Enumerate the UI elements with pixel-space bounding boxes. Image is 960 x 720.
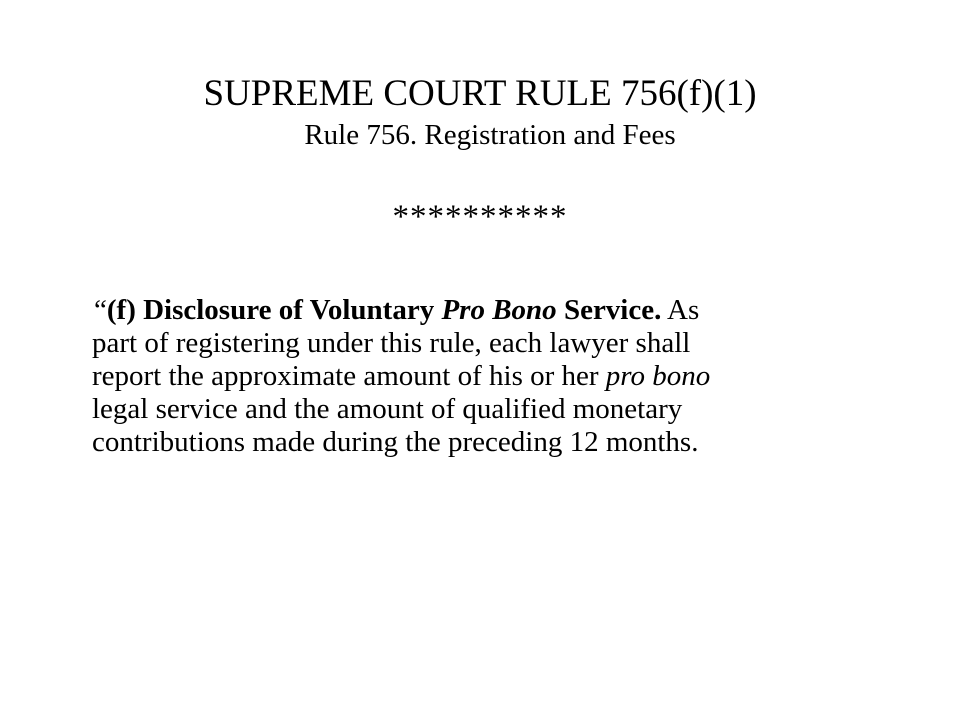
rule-text-line-1 [92,294,912,327]
rule-heading-italic: Pro Bono [441,294,557,326]
rule-text-line-3 [92,360,912,393]
rule-heading-prefix: (f) Disclosure of Voluntary [106,294,442,326]
rule-text-line-2: part of registering under this rule, each lawyer shall [92,327,691,359]
rule-line-1-rest: As [661,294,700,326]
rule-text-line-4: legal service and the amount of qualified monetary [92,393,683,425]
rule-text [92,294,912,459]
rule-line-3-italic: pro bono [605,360,711,392]
rule-text-line-5: contributions made during the preceding 12 months. [92,426,699,458]
open-quote: “ [94,294,107,326]
slide-title: SUPREME COURT RULE 756(f)(1) [203,73,757,114]
slide-subtitle: Rule 756. Registration and Fees [304,119,676,151]
rule-line-3-text: report the approximate amount of his or her [92,360,606,392]
asterisk-divider: ********** [392,199,568,235]
rule-heading-suffix: Service. [556,294,662,326]
